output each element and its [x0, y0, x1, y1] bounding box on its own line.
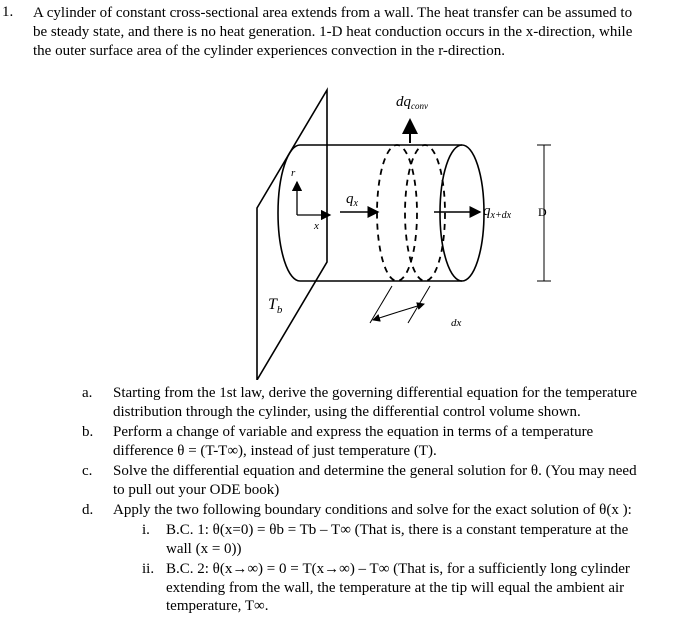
- dq-conv-label: $dq_{conv}$: [396, 94, 428, 111]
- subpart-line: B.C. 2: θ(x→∞) = 0 = T(x→∞) – T∞ (That is, for a sufficiently long cylinder: [166, 561, 630, 577]
- subpart-text: [166, 521, 691, 558]
- part-line: distribution through the cylinder, using the differential control volume shown.: [113, 403, 581, 420]
- part-line: Apply the two following boundary conditions and solve for the exact solution of θ(x ):: [113, 502, 632, 518]
- cylinder-end-ellipse: [440, 145, 484, 281]
- diameter-label: D: [538, 205, 547, 219]
- qx-label: $q_x$: [346, 191, 358, 209]
- subpart-label: i.: [142, 522, 150, 538]
- x-axis-label: x: [314, 220, 319, 232]
- part-line: to pull out your ODE book): [113, 481, 280, 498]
- dx-arrow-right: [398, 304, 424, 312]
- part-text: [113, 384, 688, 421]
- dx-label: dx: [451, 317, 462, 329]
- part-label: a.: [82, 385, 93, 401]
- wall-temperature-label: $T_b$: [268, 296, 283, 316]
- control-volume-right: [405, 145, 445, 281]
- part-text: [113, 501, 688, 520]
- subpart-line: extending from the wall, the temperature at the tip will equal the ambient air: [166, 579, 625, 596]
- subpart-text: [166, 560, 691, 616]
- problem-number: 1.: [2, 4, 14, 20]
- part-text: [113, 423, 688, 460]
- dx-arrow-left: [373, 312, 398, 320]
- intro-line: A cylinder of constant cross-sectional area extends from a wall. The heat transfer can be assumed to: [33, 5, 633, 21]
- dx-guide-right: [408, 286, 430, 323]
- subpart-line: temperature, T∞.: [166, 598, 269, 614]
- r-axis-label: r: [291, 167, 296, 179]
- part-line: Perform a change of variable and express the equation in terms of a temperature: [113, 424, 594, 440]
- intro-line: be steady state, and there is no heat generation. 1-D heat conduction occurs in the x-direction, while: [33, 24, 633, 40]
- subpart-label: ii.: [142, 561, 155, 577]
- part-line: Solve the differential equation and determine the general solution for θ. (You may need: [113, 463, 637, 479]
- part-line: difference θ = (T-T∞), instead of just temperature (T).: [113, 442, 437, 459]
- part-text: [113, 462, 688, 499]
- subpart-line: B.C. 1: θ(x=0) = θb = Tb – T∞ (That is, there is a constant temperature at the: [166, 522, 629, 538]
- part-label: c.: [82, 463, 93, 479]
- wall-plane: [257, 90, 327, 380]
- part-line: Starting from the 1st law, derive the governing differential equation for the temperature: [113, 385, 637, 401]
- part-label: b.: [82, 424, 94, 440]
- intro-line: the outer surface area of the cylinder experiences convection in the r-direction.: [33, 43, 505, 59]
- subpart-line: wall (x = 0)): [166, 540, 242, 557]
- part-label: d.: [82, 502, 94, 518]
- qxdx-label: $q_{x+dx}$: [483, 203, 512, 221]
